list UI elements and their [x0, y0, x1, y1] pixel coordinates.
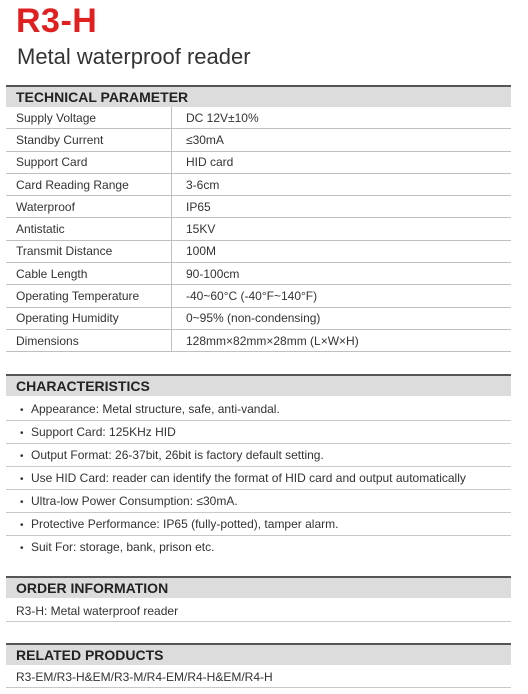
param-label: Antistatic: [6, 218, 172, 240]
param-value: 128mm×82mm×28mm (L×W×H): [172, 329, 512, 351]
bullet-icon: •: [20, 520, 24, 531]
param-label: Standby Current: [6, 129, 172, 151]
param-value: IP65: [172, 196, 512, 218]
characteristics-list: [6, 398, 511, 558]
bullet-icon: •: [20, 428, 24, 439]
table-row: [6, 173, 511, 195]
table-row: [6, 129, 511, 151]
technical-parameter-table: [6, 107, 511, 352]
param-label: Waterproof: [6, 196, 172, 218]
related-products-text: R3-EM/R3-H&EM/R3-M/R4-EM/R4-H&EM/R4-H: [6, 666, 511, 688]
param-value: 3-6cm: [172, 173, 512, 195]
product-title: R3-H: [16, 2, 98, 40]
param-value: 0~95% (non-condensing): [172, 307, 512, 329]
table-row: [6, 240, 511, 262]
param-value: -40~60°C (-40°F~140°F): [172, 285, 512, 307]
list-item-text: Protective Performance: IP65 (fully-potted), tamper alarm.: [31, 517, 339, 531]
list-item: [6, 536, 511, 558]
related-products-heading: RELATED PRODUCTS: [6, 643, 511, 665]
technical-parameter-heading: TECHNICAL PARAMETER: [6, 85, 511, 107]
param-label: Support Card: [6, 151, 172, 173]
list-item-text: Ultra-low Power Consumption: ≤30mA.: [31, 494, 238, 508]
bullet-icon: •: [20, 543, 24, 554]
param-label: Transmit Distance: [6, 240, 172, 262]
list-item-text: Suit For: storage, bank, prison etc.: [31, 540, 215, 554]
list-item: [6, 398, 511, 421]
list-item: [6, 421, 511, 444]
param-label: Card Reading Range: [6, 173, 172, 195]
product-subtitle: Metal waterproof reader: [17, 44, 251, 69]
list-item-text: Output Format: 26-37bit, 26bit is factory default setting.: [31, 448, 324, 462]
table-row: [6, 263, 511, 285]
order-information-heading: ORDER INFORMATION: [6, 576, 511, 598]
bullet-icon: •: [20, 405, 24, 416]
list-item-text: Appearance: Metal structure, safe, anti-vandal.: [31, 402, 280, 416]
bullet-icon: •: [20, 497, 24, 508]
order-information-text: R3-H: Metal waterproof reader: [6, 600, 511, 622]
table-row: [6, 285, 511, 307]
param-value: 90-100cm: [172, 263, 512, 285]
list-item: [6, 490, 511, 513]
bullet-icon: •: [20, 474, 24, 485]
characteristics-heading: CHARACTERISTICS: [6, 374, 511, 396]
table-row: [6, 307, 511, 329]
list-item: [6, 444, 511, 467]
param-label: Dimensions: [6, 329, 172, 351]
list-item-text: Use HID Card: reader can identify the format of HID card and output automatically: [31, 471, 466, 485]
param-value: ≤30mA: [172, 129, 512, 151]
param-label: Operating Temperature: [6, 285, 172, 307]
param-label: Cable Length: [6, 263, 172, 285]
table-row: [6, 151, 511, 173]
list-item: [6, 467, 511, 490]
table-row: [6, 107, 511, 129]
list-item: [6, 513, 511, 536]
param-label: Supply Voltage: [6, 107, 172, 129]
table-row: [6, 329, 511, 351]
table-row: [6, 218, 511, 240]
param-label: Operating Humidity: [6, 307, 172, 329]
param-value: 15KV: [172, 218, 512, 240]
param-value: 100M: [172, 240, 512, 262]
table-row: [6, 196, 511, 218]
param-value: DC 12V±10%: [172, 107, 512, 129]
list-item-text: Support Card: 125KHz HID: [31, 425, 176, 439]
param-value: HID card: [172, 151, 512, 173]
bullet-icon: •: [20, 451, 24, 462]
